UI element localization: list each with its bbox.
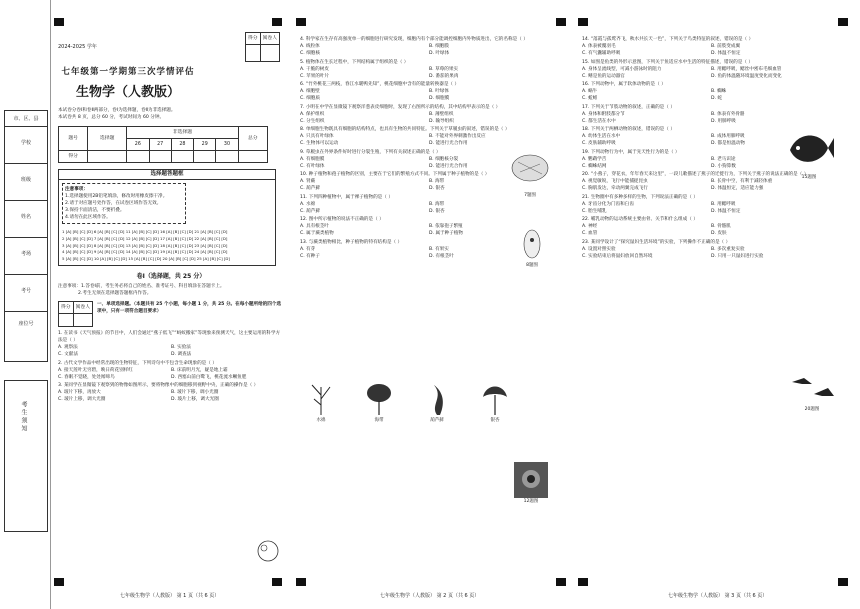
school-year: 2024-2025 学年 (58, 44, 97, 50)
answer-row[interactable]: 3 [A] [B] [C] [D] 8 [A] [B] [C] [D] 13 [A] [B] [C] [D] 18 [A] [B] [C] [D] 23 [A] [B] [C] [D] (62, 242, 228, 248)
option[interactable]: D. 玻片上移，调大光圈 (171, 397, 219, 403)
plant-label: 水绵 (316, 418, 326, 423)
answer-row[interactable]: 1 [A] [B] [C] [D] 6 [A] [B] [C] [D] 11 [A] [B] [C] [D] 16 [A] [B] [C] [D] 21 [A] [B] [C] [D] (62, 229, 228, 235)
option[interactable]: A. 有芽 (300, 246, 316, 252)
question-text: 20. “小燕子，穿花衣，年年春天来这里”，一段儿歌描述了燕子的迁徙行为，下列关于燕子的说法正确的是（ ） (582, 172, 809, 178)
figure-20-swallows (788, 372, 836, 412)
option[interactable]: A. 具有根茎叶 (300, 224, 329, 230)
option[interactable]: B. 叶绿体 (429, 89, 449, 95)
option[interactable]: D. 体温不恒定 (711, 208, 741, 214)
option[interactable]: D. 小狗算数 (711, 163, 736, 169)
option[interactable]: C. 有气囊辅助呼吸 (582, 51, 621, 57)
option[interactable]: D. 银杏 (429, 208, 445, 214)
option[interactable]: B. 多次重复实验 (711, 246, 745, 252)
question-text: 3. 某同学在显微镜下观察到的物像如图所示，要将物像中的细胞移到视野中央，正确的操作是（ ） (58, 383, 259, 389)
option[interactable]: D. 用肺呼吸 (711, 118, 736, 124)
question-text: 19. 下列动物行为中，属于先天性行为的是（ ） (582, 149, 680, 155)
option[interactable]: C. 属于蕨类植物 (300, 231, 334, 237)
page-footer: 七年级生物学（人教版） 第 2 页（共 6 页） (380, 593, 480, 599)
page-2-questions (300, 36, 558, 260)
question-text: 18. 下列关于两栖动物的叙述，错误的是（ ） (582, 127, 675, 133)
option[interactable]: D. 能进行光合作用 (429, 141, 468, 147)
option[interactable]: C. 葫芦藓 (300, 186, 320, 192)
option[interactable]: B. 有果实 (429, 246, 449, 252)
options (582, 111, 840, 125)
plant-figure (422, 381, 452, 423)
score-table-col: 27 (149, 139, 171, 151)
option[interactable]: A. 玻片下移，再放大 (58, 390, 101, 396)
figure-15-fish (784, 124, 834, 180)
option[interactable]: C. 胎生哺乳 (582, 208, 607, 214)
question-text: 9. 草履虫在外界条件好时进行分裂生殖，下列有关叙述正确的是（ ） (300, 149, 441, 155)
registration-mark (556, 18, 566, 26)
part-score-box (58, 301, 93, 327)
note-line: 4.请勿在此区域作答。 (65, 215, 111, 221)
vertical-notice-box (4, 380, 48, 532)
instruction-line: 本试卷分卷Ⅰ和卷Ⅱ两部分，卷Ⅰ为选择题，卷Ⅱ为非选择题。 (58, 108, 176, 114)
section-note: 注意事项：1.答卷Ⅰ前，考生务必将自己的姓名、准考证号、科目填涂在答题卡上。 (58, 283, 225, 289)
score-table-col: 26 (127, 139, 149, 151)
score-cell[interactable] (245, 45, 260, 62)
option[interactable]: D. 都是恒温动物 (711, 141, 746, 147)
option[interactable]: D. 输导组织 (429, 118, 454, 124)
option[interactable]: B. 草莓的果实 (429, 66, 459, 72)
option[interactable]: B. 细胞膜 (429, 44, 449, 50)
instructions (58, 107, 284, 121)
option[interactable]: C. 胸肌发达，牵动两翼完成飞行 (582, 186, 648, 192)
option[interactable]: B. 蜘蛛 (711, 89, 727, 95)
question (58, 330, 284, 358)
option[interactable]: C. 实验结束后将鼠妇放回自然环境 (582, 253, 653, 259)
page-footer: 七年级生物学（人教版） 第 3 页（共 6 页） (668, 593, 768, 599)
subject-title: 生物学（人教版） (75, 84, 180, 100)
score-table-header: 非选择题 (127, 127, 238, 139)
page-1-questions (58, 330, 284, 403)
question-text: 4. 科学家在生存有高强度单一的细胞进行研究发现，细胞内有个部分能调控细胞内外物质进出，它的名称是（ ） (300, 37, 528, 42)
question-text: 7. 小明在中学在显微镜下观察洋葱表皮细胞时，发现了右图所示的结构，其中结构甲表示的是（ ） (300, 104, 501, 110)
option[interactable]: C. 细胞核 (300, 51, 320, 57)
note-line: 2.请于对应题号处作答，在试卷区域作答无效。 (65, 201, 162, 207)
options (58, 389, 284, 403)
options (58, 344, 284, 358)
option[interactable]: A. 只具有叶绿体 (300, 134, 334, 140)
figure-caption: 7题图 (524, 193, 536, 198)
option[interactable]: A. 鹦鹉学舌 (582, 156, 607, 162)
registration-mark (838, 18, 848, 26)
question-text: 22. 哺乳动物的运动系统主要由骨、关节和什么组成（ ） (582, 217, 698, 223)
score-table (58, 126, 268, 163)
option[interactable]: A. 幼体生活在水中 (582, 134, 621, 140)
option[interactable]: A. 接天莲叶无穷碧，映日荷花别样红 (58, 367, 133, 373)
plant-figure (306, 381, 336, 423)
option[interactable]: B. 细胞核分裂 (429, 156, 459, 162)
figure-caption: 12题图 (523, 499, 539, 504)
score-table-header: 题号 (59, 127, 88, 151)
options (300, 88, 558, 102)
question (582, 104, 840, 125)
score-table-header: 总分 (238, 127, 267, 151)
page-1 (58, 14, 284, 405)
option[interactable]: A. 体表被覆羽毛 (582, 44, 616, 50)
options (582, 43, 840, 57)
option[interactable]: A. 设置对照实验 (582, 246, 616, 252)
option[interactable]: A. 视觉敏锐，飞行中能捕捉昆虫 (582, 179, 648, 185)
option[interactable]: B. 前肢变成翼 (711, 44, 741, 50)
page-footer: 七年级生物学（人教版） 第 1 页（共 6 页） (120, 593, 220, 599)
answer-row[interactable]: 2 [A] [B] [C] [D] 7 [A] [B] [C] [D] 12 [A] [B] [C] [D] 17 [A] [B] [C] [D] 22 [A] [B] [C] [D] (62, 235, 228, 241)
score-table-header: 选择题 (88, 127, 127, 151)
option[interactable]: D. 细胞膜 (429, 96, 450, 102)
option[interactable]: D. 番茄的果肉 (429, 73, 459, 79)
option[interactable]: A. 牙齿分化为门齿和臼齿 (582, 201, 634, 207)
option[interactable]: A. 身体和附肢都分节 (582, 111, 625, 117)
option[interactable]: D. 调查法 (171, 352, 192, 358)
figure-caption: 15题图 (801, 175, 817, 180)
option[interactable]: D. 皮肤 (711, 231, 727, 237)
option[interactable]: A. 肾蕨 (300, 179, 316, 185)
option[interactable]: D. 体温不恒定 (711, 51, 741, 57)
score-label: 得分 (245, 33, 260, 45)
section-heading: 卷Ⅰ（选择题，共 25 分） (136, 272, 206, 280)
question (582, 239, 840, 260)
option[interactable]: D. 能进行光合作用 (429, 163, 468, 169)
registration-mark (296, 18, 306, 26)
question-text: 5. 植物体在生长过程中，下列结构属于组织的是（ ） (300, 59, 409, 65)
options (300, 111, 558, 125)
score-table-row-label: 得分 (59, 151, 88, 163)
plant-figure (480, 381, 510, 423)
figure-12 (514, 462, 548, 504)
registration-mark (272, 578, 282, 586)
option[interactable]: A. 观察法 (58, 345, 78, 351)
question (582, 36, 840, 57)
question-text: 15. 如图是鱼类的外形示意图，下列关于鱼适应水中生活的特征描述，错误的是（ ） (582, 59, 754, 65)
option[interactable]: B. 成体用肺呼吸 (711, 134, 745, 140)
field-exam-room[interactable]: 考场 (5, 237, 47, 274)
option[interactable]: C. 蜘蛛结网 (582, 163, 607, 169)
question (300, 81, 558, 102)
plant-label: 银杏 (490, 418, 500, 423)
option[interactable]: A. 水绵 (300, 201, 316, 207)
option[interactable]: B. 用鳃呼吸 (711, 201, 736, 207)
question (582, 59, 840, 80)
option[interactable]: C. 蚯蚓 (582, 96, 598, 102)
field-city: 市、区、县 (13, 116, 39, 122)
option[interactable]: D. 叶绿体 (429, 51, 450, 57)
option[interactable]: D. 只用一只鼠妇进行实验 (711, 253, 764, 259)
option[interactable]: A. 蜗牛 (582, 89, 598, 95)
options (582, 223, 840, 237)
option[interactable]: A. 细胞壁 (300, 89, 320, 95)
option[interactable]: D. 蛇 (711, 96, 723, 102)
figure-8 (514, 228, 550, 268)
plant-figure (364, 381, 394, 423)
option[interactable]: B. 实验法 (171, 345, 191, 351)
question-text: 17. 下列关于节肢动物的叙述，正确的是（ ） (582, 104, 675, 110)
score-table-col: 30 (216, 139, 238, 151)
options (582, 178, 840, 192)
question (300, 36, 558, 57)
option[interactable]: A. 线粒体 (300, 44, 320, 50)
option[interactable]: A. 保护组织 (300, 111, 325, 117)
part-title: 一、单项选择题。（本题共有 25 个小题，每小题 1 分，共 25 分。在每小题所给的四个选项中，只有一项符合题目要求） (97, 302, 282, 315)
question-text: 16. 下列动物中，属于软体动物的是（ ） (582, 82, 666, 88)
question (300, 126, 558, 147)
option[interactable]: A. 神经 (582, 224, 598, 230)
option[interactable]: B. 依靠孢子繁殖 (429, 224, 463, 230)
option[interactable]: D. 属于种子植物 (429, 231, 464, 237)
question (58, 382, 284, 403)
option[interactable]: B. 长骨中空，有利于减轻体重 (711, 179, 773, 185)
option[interactable]: A. 有细胞膜 (300, 156, 325, 162)
option[interactable]: D. 有根茎叶 (429, 253, 454, 259)
score-box (245, 32, 280, 62)
options (582, 66, 840, 80)
option[interactable]: C. 有叶绿体 (300, 163, 325, 169)
registration-mark (578, 18, 588, 26)
answer-bubbles[interactable] (59, 227, 275, 264)
option[interactable]: C. 有种子 (300, 253, 320, 259)
score-table-col: 28 (171, 139, 193, 151)
question-text: 10. 种子植物和孢子植物的区别，主要在于它们的繁殖方式不同。下列属于种子植物的是（ ） (300, 172, 490, 178)
figure-11 (306, 381, 510, 423)
option[interactable]: B. 玻片下移，调小光圈 (171, 390, 219, 396)
question (582, 81, 840, 102)
options (300, 43, 558, 57)
option[interactable]: C. 鳍是鱼的运动器官 (582, 73, 625, 79)
vertical-notice: 考生须知 (20, 401, 27, 433)
option[interactable]: C. 文献法 (58, 352, 78, 358)
option[interactable]: D. 体温恒定，适应能力强 (711, 186, 764, 192)
option[interactable]: C. 都生活在水中 (582, 118, 616, 124)
option[interactable]: D. 鱼的体温随环境温度变化而变化 (711, 73, 782, 79)
binding-strip (0, 0, 51, 609)
field-seat-number[interactable]: 座位号 (5, 311, 47, 340)
note-line: 1.选择题使用2B铅笔填涂，修改时用橡皮擦干净。 (65, 193, 168, 199)
options (58, 367, 284, 381)
option[interactable]: C. 春眠不觉晓，处处闻啼鸟 (58, 374, 115, 380)
options (300, 133, 558, 147)
question-text: 23. 某同学设计了“探究鼠妇生活环境”的实验，下列操作不正确的是（ ） (582, 239, 731, 245)
plant-label: 海带 (374, 418, 384, 423)
question (58, 360, 284, 381)
option[interactable]: B. 海带 (429, 179, 445, 185)
figure-caption: 8题图 (526, 263, 538, 268)
question-text: 13. 与蕨类植物相比，种子植物的特有结构是（ ） (300, 239, 403, 245)
question-text: 11. 下列四种植物中，属于裸子植物的是（ ） (300, 194, 393, 200)
option[interactable]: B. 骨骼肌 (711, 224, 731, 230)
score-label: 得分 (59, 302, 74, 314)
option[interactable]: B. 不能对外界刺激作出反应 (429, 134, 486, 140)
option[interactable]: B. 用鳃呼吸，鳃丝中密布毛细血管 (711, 66, 782, 72)
option[interactable]: C. 葫芦藓 (300, 208, 320, 214)
question (300, 59, 558, 80)
answer-card-title: 选择题答题框 (59, 170, 275, 180)
score-table-col: 29 (194, 139, 216, 151)
registration-mark (54, 578, 64, 586)
option[interactable]: B. 海带 (429, 201, 445, 207)
option[interactable]: B. 体表有外骨骼 (711, 111, 745, 117)
plant-label: 葫芦藓 (430, 418, 444, 423)
question-text: 14. “落霞与孤鹜齐飞，秋水共长天一色”，下列关于鸟类特征的叙述，错误的是（ ） (582, 37, 754, 42)
registration-mark (296, 578, 306, 586)
question (582, 194, 840, 215)
question-text: 2. 古代文学作品中经常出现的生物特征，下列诗句中不包含生命现象的是（ ） (58, 360, 217, 366)
option[interactable]: C. 皮肤辅助呼吸 (582, 141, 616, 147)
question (582, 216, 840, 237)
option[interactable]: C. 分生组织 (300, 118, 325, 124)
field-class[interactable]: 班级 (5, 163, 47, 200)
option[interactable]: D. 银杏 (429, 186, 445, 192)
option[interactable]: B. 床前明月光，疑是地上霜 (171, 367, 228, 373)
option[interactable]: C. 生物体可以运动 (300, 141, 339, 147)
note-line: 3.保持卡面清洁，不要折叠。 (65, 208, 125, 214)
registration-mark (578, 578, 588, 586)
option[interactable]: C. 细胞质 (300, 96, 320, 102)
options (300, 201, 558, 215)
field-exam-number[interactable]: 考号 (5, 274, 47, 311)
grader-cell[interactable] (73, 314, 92, 327)
answer-row[interactable]: 5 [A] [B] [C] [D] 10 [A] [B] [C] [D] 15 [A] [B] [C] [D] 20 [A] [B] [C] [D] 25 [A] [B] [C] [D] (62, 255, 230, 261)
question-text: 12. 图中所示植物的说法不正确的是（ ） (300, 217, 384, 223)
instruction-line: 本试卷共 8 页，总分 60 分，考试时间为 60 分钟。 (58, 115, 165, 121)
field-name[interactable]: 姓名 (5, 200, 47, 237)
option[interactable]: C. 血管 (582, 231, 598, 237)
options (582, 246, 840, 260)
answer-card (58, 169, 276, 265)
microscope-figure (256, 539, 280, 563)
answer-row[interactable]: 4 [A] [B] [C] [D] 9 [A] [B] [C] [D] 14 [A] [B] [C] [D] 19 [A] [B] [C] [D] 24 [A] [B] [C] [D] (62, 249, 228, 255)
question-text: 1. 在读书《天气预报》的节目中，人们会通过“燕子低飞”“蚂蚁搬家”等现象来预测天气，这主要运用的科学方法是（ ） (58, 331, 281, 344)
notes-title: 注意事项： (65, 186, 88, 192)
registration-mark (556, 578, 566, 586)
grader-label: 阅卷人 (73, 302, 92, 314)
grader-cell[interactable] (260, 45, 279, 62)
options (300, 66, 558, 80)
question-text: 6. “竹外桃花三两枝，春江水暖鸭先知”，桃花细胞中含有的能量转换器是（ ） (300, 82, 460, 88)
exam-title: 七年级第一学期第三次学情评估 (61, 66, 195, 77)
options (582, 88, 840, 102)
field-school[interactable]: 学校 (5, 126, 47, 163)
option[interactable]: A. 干脆的树皮 (300, 66, 329, 72)
option[interactable]: A. 身体呈流线型，可减小游泳时的阻力 (582, 66, 662, 72)
answer-card-notes (62, 183, 186, 225)
section-note: 2.考生无须在选择题答题框内作答。 (78, 290, 152, 296)
option[interactable]: B. 薄壁组织 (429, 111, 454, 117)
grader-label: 阅卷人 (260, 33, 279, 45)
question-text: 8. 单细胞生物既具有细胞的结构特点，也具有生物的共同特征。下列关于草履虫的叙述，错误的是（ ） (300, 127, 510, 133)
question (300, 104, 558, 125)
option[interactable]: C. 玻片上移，调大光圈 (58, 397, 106, 403)
option[interactable]: D. 西塞山前白鹭飞，桃花流水鳜鱼肥 (171, 374, 247, 380)
figure-7 (508, 150, 552, 198)
student-info-box (4, 110, 48, 362)
registration-mark (838, 578, 848, 586)
option[interactable]: B. 老马识途 (711, 156, 736, 162)
options (582, 201, 840, 215)
question-text: 21. 生物圈中有多种多样的生物，下列说法正确的是（ ） (582, 194, 698, 200)
figure-caption: 20题图 (804, 407, 820, 412)
score-cell[interactable] (59, 314, 74, 327)
option[interactable]: C. 苹果的叶片 (300, 73, 330, 79)
